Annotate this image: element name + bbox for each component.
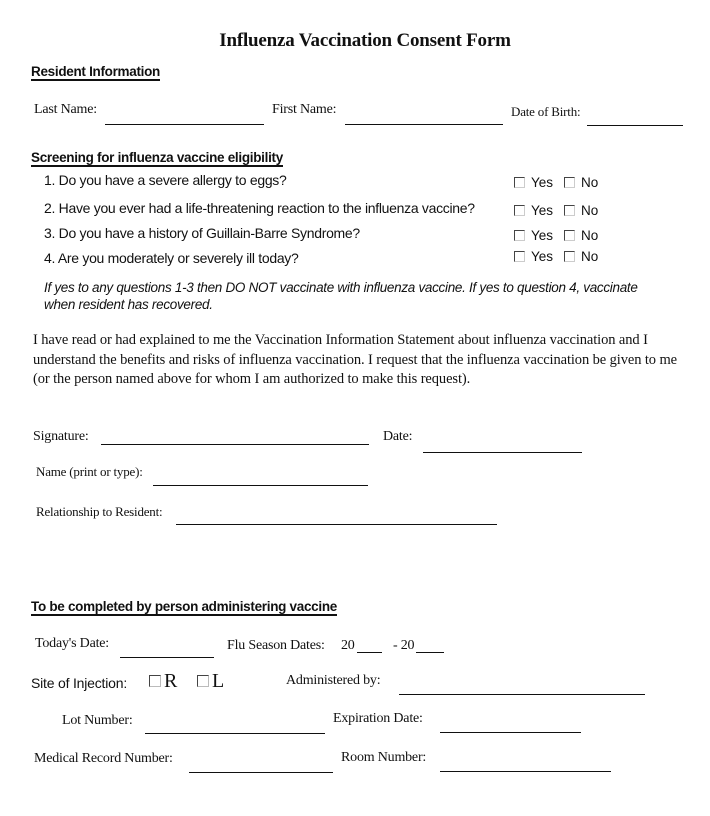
first-name-label: First Name: [272, 102, 337, 117]
site-left-checkbox[interactable] [197, 675, 209, 687]
expiration-date-label: Expiration Date: [333, 711, 423, 726]
q2-no-checkbox[interactable] [564, 205, 575, 216]
expiration-date-field[interactable] [440, 732, 581, 733]
dob-field[interactable] [587, 125, 683, 126]
section-heading-administration: To be completed by person administering vaccine [31, 599, 337, 614]
todays-date-label: Today's Date: [35, 636, 109, 651]
q4-no-option[interactable] [564, 249, 598, 264]
screening-question-2: 2. Have you ever had a life-threatening reaction to the influenza vaccine? [44, 200, 475, 216]
consent-statement: I have read or had explained to me the Vaccination Information Statement about influenza vaccination and I understand the benefits and risks of influenza vaccination. I request that the influenza vaccination be given to me (or the person named above for whom I am authorized to make this request). [33, 332, 677, 387]
site-right-checkbox[interactable] [149, 675, 161, 687]
screening-note: If yes to any questions 1-3 then DO NOT vaccinate with influenza vaccine. If yes to question 4, vaccinate when resident has recovered. [44, 280, 638, 312]
q4-no-checkbox[interactable] [564, 251, 575, 262]
page-title: Influenza Vaccination Consent Form [219, 30, 511, 51]
screening-question-3: 3. Do you have a history of Guillain-Barre Syndrome? [44, 225, 360, 241]
administered-by-label: Administered by: [286, 673, 381, 688]
todays-date-field[interactable] [120, 657, 214, 658]
relationship-field[interactable] [176, 524, 497, 525]
screening-question-1: 1. Do you have a severe allergy to eggs? [44, 172, 287, 188]
q4-yes-checkbox[interactable] [514, 251, 525, 262]
q1-no-checkbox[interactable] [564, 177, 575, 188]
flu-season-start-prefix: 20 [341, 638, 355, 653]
q2-yes-option[interactable] [514, 203, 553, 218]
q3-no-option[interactable] [564, 228, 598, 243]
q3-yes-checkbox[interactable] [514, 230, 525, 241]
q4-yes-option[interactable] [514, 249, 553, 264]
screening-question-4: 4. Are you moderately or severely ill today? [44, 250, 299, 266]
q3-yes-option[interactable] [514, 228, 553, 243]
q2-yes-checkbox[interactable] [514, 205, 525, 216]
signature-date-field[interactable] [423, 452, 582, 453]
no-label: No [581, 228, 599, 243]
yes-label: Yes [531, 203, 554, 218]
q2-no-option[interactable] [564, 203, 598, 218]
room-number-field[interactable] [440, 771, 611, 772]
yes-label: Yes [531, 228, 554, 243]
room-number-label: Room Number: [341, 750, 427, 765]
site-right-label: R [164, 670, 178, 692]
site-left-option[interactable] [197, 670, 224, 693]
section-heading-screening: Screening for influenza vaccine eligibility [31, 150, 283, 165]
q1-yes-checkbox[interactable] [514, 177, 525, 188]
dob-label: Date of Birth: [511, 104, 581, 119]
no-label: No [581, 249, 599, 264]
name-print-label: Name (print or type): [36, 464, 143, 479]
q3-no-checkbox[interactable] [564, 230, 575, 241]
medical-record-number-label: Medical Record Number: [34, 751, 173, 766]
flu-season-end-prefix: - 20 [393, 638, 415, 653]
first-name-field[interactable] [345, 124, 503, 125]
flu-season-label: Flu Season Dates: [227, 638, 325, 653]
date-label: Date: [383, 429, 413, 444]
medical-record-number-field[interactable] [189, 772, 333, 773]
no-label: No [581, 203, 599, 218]
section-heading-resident-information: Resident Information [31, 64, 161, 79]
last-name-label: Last Name: [34, 102, 97, 117]
flu-season-start-field[interactable] [357, 652, 382, 653]
name-print-field[interactable] [153, 485, 368, 486]
yes-label: Yes [531, 175, 554, 190]
site-of-injection-label: Site of Injection: [31, 675, 128, 691]
site-left-label: L [212, 670, 225, 692]
relationship-label: Relationship to Resident: [36, 504, 163, 519]
signature-field[interactable] [101, 444, 369, 445]
lot-number-field[interactable] [145, 733, 325, 734]
q1-yes-option[interactable] [514, 175, 553, 190]
yes-label: Yes [531, 249, 554, 264]
q1-no-option[interactable] [564, 175, 598, 190]
site-right-option[interactable] [149, 670, 177, 693]
signature-label: Signature: [33, 429, 89, 444]
last-name-field[interactable] [105, 124, 264, 125]
lot-number-label: Lot Number: [62, 713, 133, 728]
flu-season-end-field[interactable] [416, 652, 444, 653]
administered-by-field[interactable] [399, 694, 645, 695]
no-label: No [581, 175, 599, 190]
